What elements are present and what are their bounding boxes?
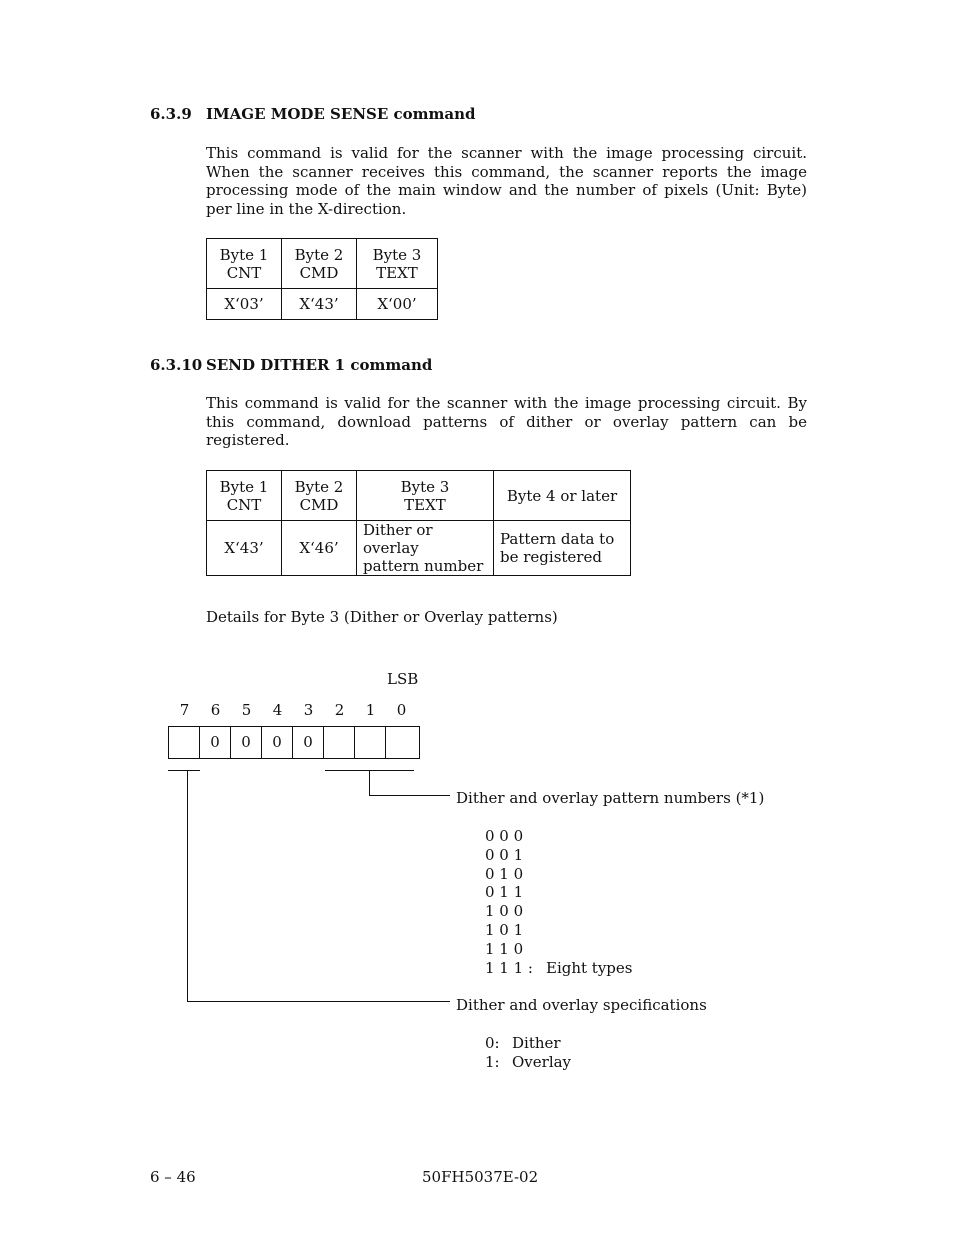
bit7-bracket xyxy=(168,770,200,771)
table1-value-byte3: X‘00’ xyxy=(357,289,438,320)
table2-value-byte1: X‘43’ xyxy=(207,521,282,576)
pattern-code-list xyxy=(485,827,632,977)
table1-header-byte2: Byte 2 CMD xyxy=(282,239,357,289)
pattern-code: 0 1 1 xyxy=(485,883,524,902)
table1-value-byte1: X‘03’ xyxy=(207,289,282,320)
section-6-3-9-title: IMAGE MODE SENSE command xyxy=(206,105,476,123)
table2-header-byte4: Byte 4 or later xyxy=(494,471,631,521)
table1-header-byte1: Byte 1 CNT xyxy=(207,239,282,289)
lsb-label: LSB xyxy=(387,670,419,688)
spec-leader-vertical xyxy=(187,770,188,1002)
table2-header-byte3: Byte 3 TEXT xyxy=(357,471,494,521)
section-6-3-10-number: 6.3.10 xyxy=(150,356,203,374)
section-6-3-9-number: 6.3.9 xyxy=(150,105,192,123)
bit-number: 2 xyxy=(334,701,345,719)
bit-cell-4: 0 xyxy=(262,727,293,758)
bit-number: 6 xyxy=(210,701,221,719)
spec-option-dither: 0: Dither xyxy=(485,1034,561,1052)
section-6-3-10-title: SEND DITHER 1 command xyxy=(206,356,433,374)
bit-cell-5: 0 xyxy=(231,727,262,758)
bit-number: 7 xyxy=(179,701,190,719)
section-6-3-10-body: This command is valid for the scanner with the image processing circuit. By this command, download patterns of dither or overlay pattern can be registered. xyxy=(206,394,807,449)
spec-label: Dither and overlay specifications xyxy=(456,996,707,1014)
document-id: 50FH5037E-02 xyxy=(422,1168,539,1186)
pattern-leader-vertical xyxy=(369,770,370,796)
table2-header-byte1: Byte 1 CNT xyxy=(207,471,282,521)
spec-option-list xyxy=(485,1034,571,1072)
pattern-code: 0 0 0 xyxy=(485,827,524,845)
table2-header-byte2: Byte 2 CMD xyxy=(282,471,357,521)
bit-cell-2 xyxy=(324,727,355,758)
pattern-note: Eight types xyxy=(546,958,633,977)
table1-value-byte2: X‘43’ xyxy=(282,289,357,320)
bit-cell-7 xyxy=(169,727,200,758)
table2-value-byte2: X‘46’ xyxy=(282,521,357,576)
bit-number: 1 xyxy=(365,701,376,719)
bit-cell-6: 0 xyxy=(200,727,231,758)
bit-number: 4 xyxy=(272,701,283,719)
pattern-code: 0 0 1 xyxy=(485,845,524,864)
pattern-code: 1 0 1 xyxy=(485,920,524,939)
spec-leader-horizontal xyxy=(187,1001,450,1002)
details-caption: Details for Byte 3 (Dither or Overlay patterns) xyxy=(206,608,558,626)
bit-number: 3 xyxy=(303,701,314,719)
bit-cell-1 xyxy=(355,727,386,758)
image-mode-sense-table xyxy=(206,238,438,320)
pattern-code: 1 1 0 xyxy=(485,939,524,958)
bit-number: 0 xyxy=(396,701,407,719)
table2-value-byte4: Pattern data to be registered xyxy=(494,521,631,576)
section-6-3-9-body: This command is valid for the scanner with the image processing circuit. When the scanner receives this command, the scanner reports the image processing mode of the main window and the number of pixels (Unit: Byte) per line in the X-direction. xyxy=(206,144,807,218)
pattern-code: 1 1 1 : Eight types xyxy=(485,958,633,977)
pattern-code: 1 0 0 xyxy=(485,902,524,921)
pattern-code: 0 1 0 xyxy=(485,864,524,883)
table2-value-byte3: Dither or overlay pattern number xyxy=(357,521,494,576)
pattern-leader-horizontal xyxy=(369,795,450,796)
send-dither-table xyxy=(206,470,631,576)
bit-number: 5 xyxy=(241,701,252,719)
table1-header-byte3: Byte 3 TEXT xyxy=(357,239,438,289)
spec-option-overlay: 1: Overlay xyxy=(485,1052,572,1071)
bit-cell-3: 0 xyxy=(293,727,324,758)
page-number: 6 – 46 xyxy=(150,1168,196,1186)
pattern-numbers-label: Dither and overlay pattern numbers (*1) xyxy=(456,789,765,807)
